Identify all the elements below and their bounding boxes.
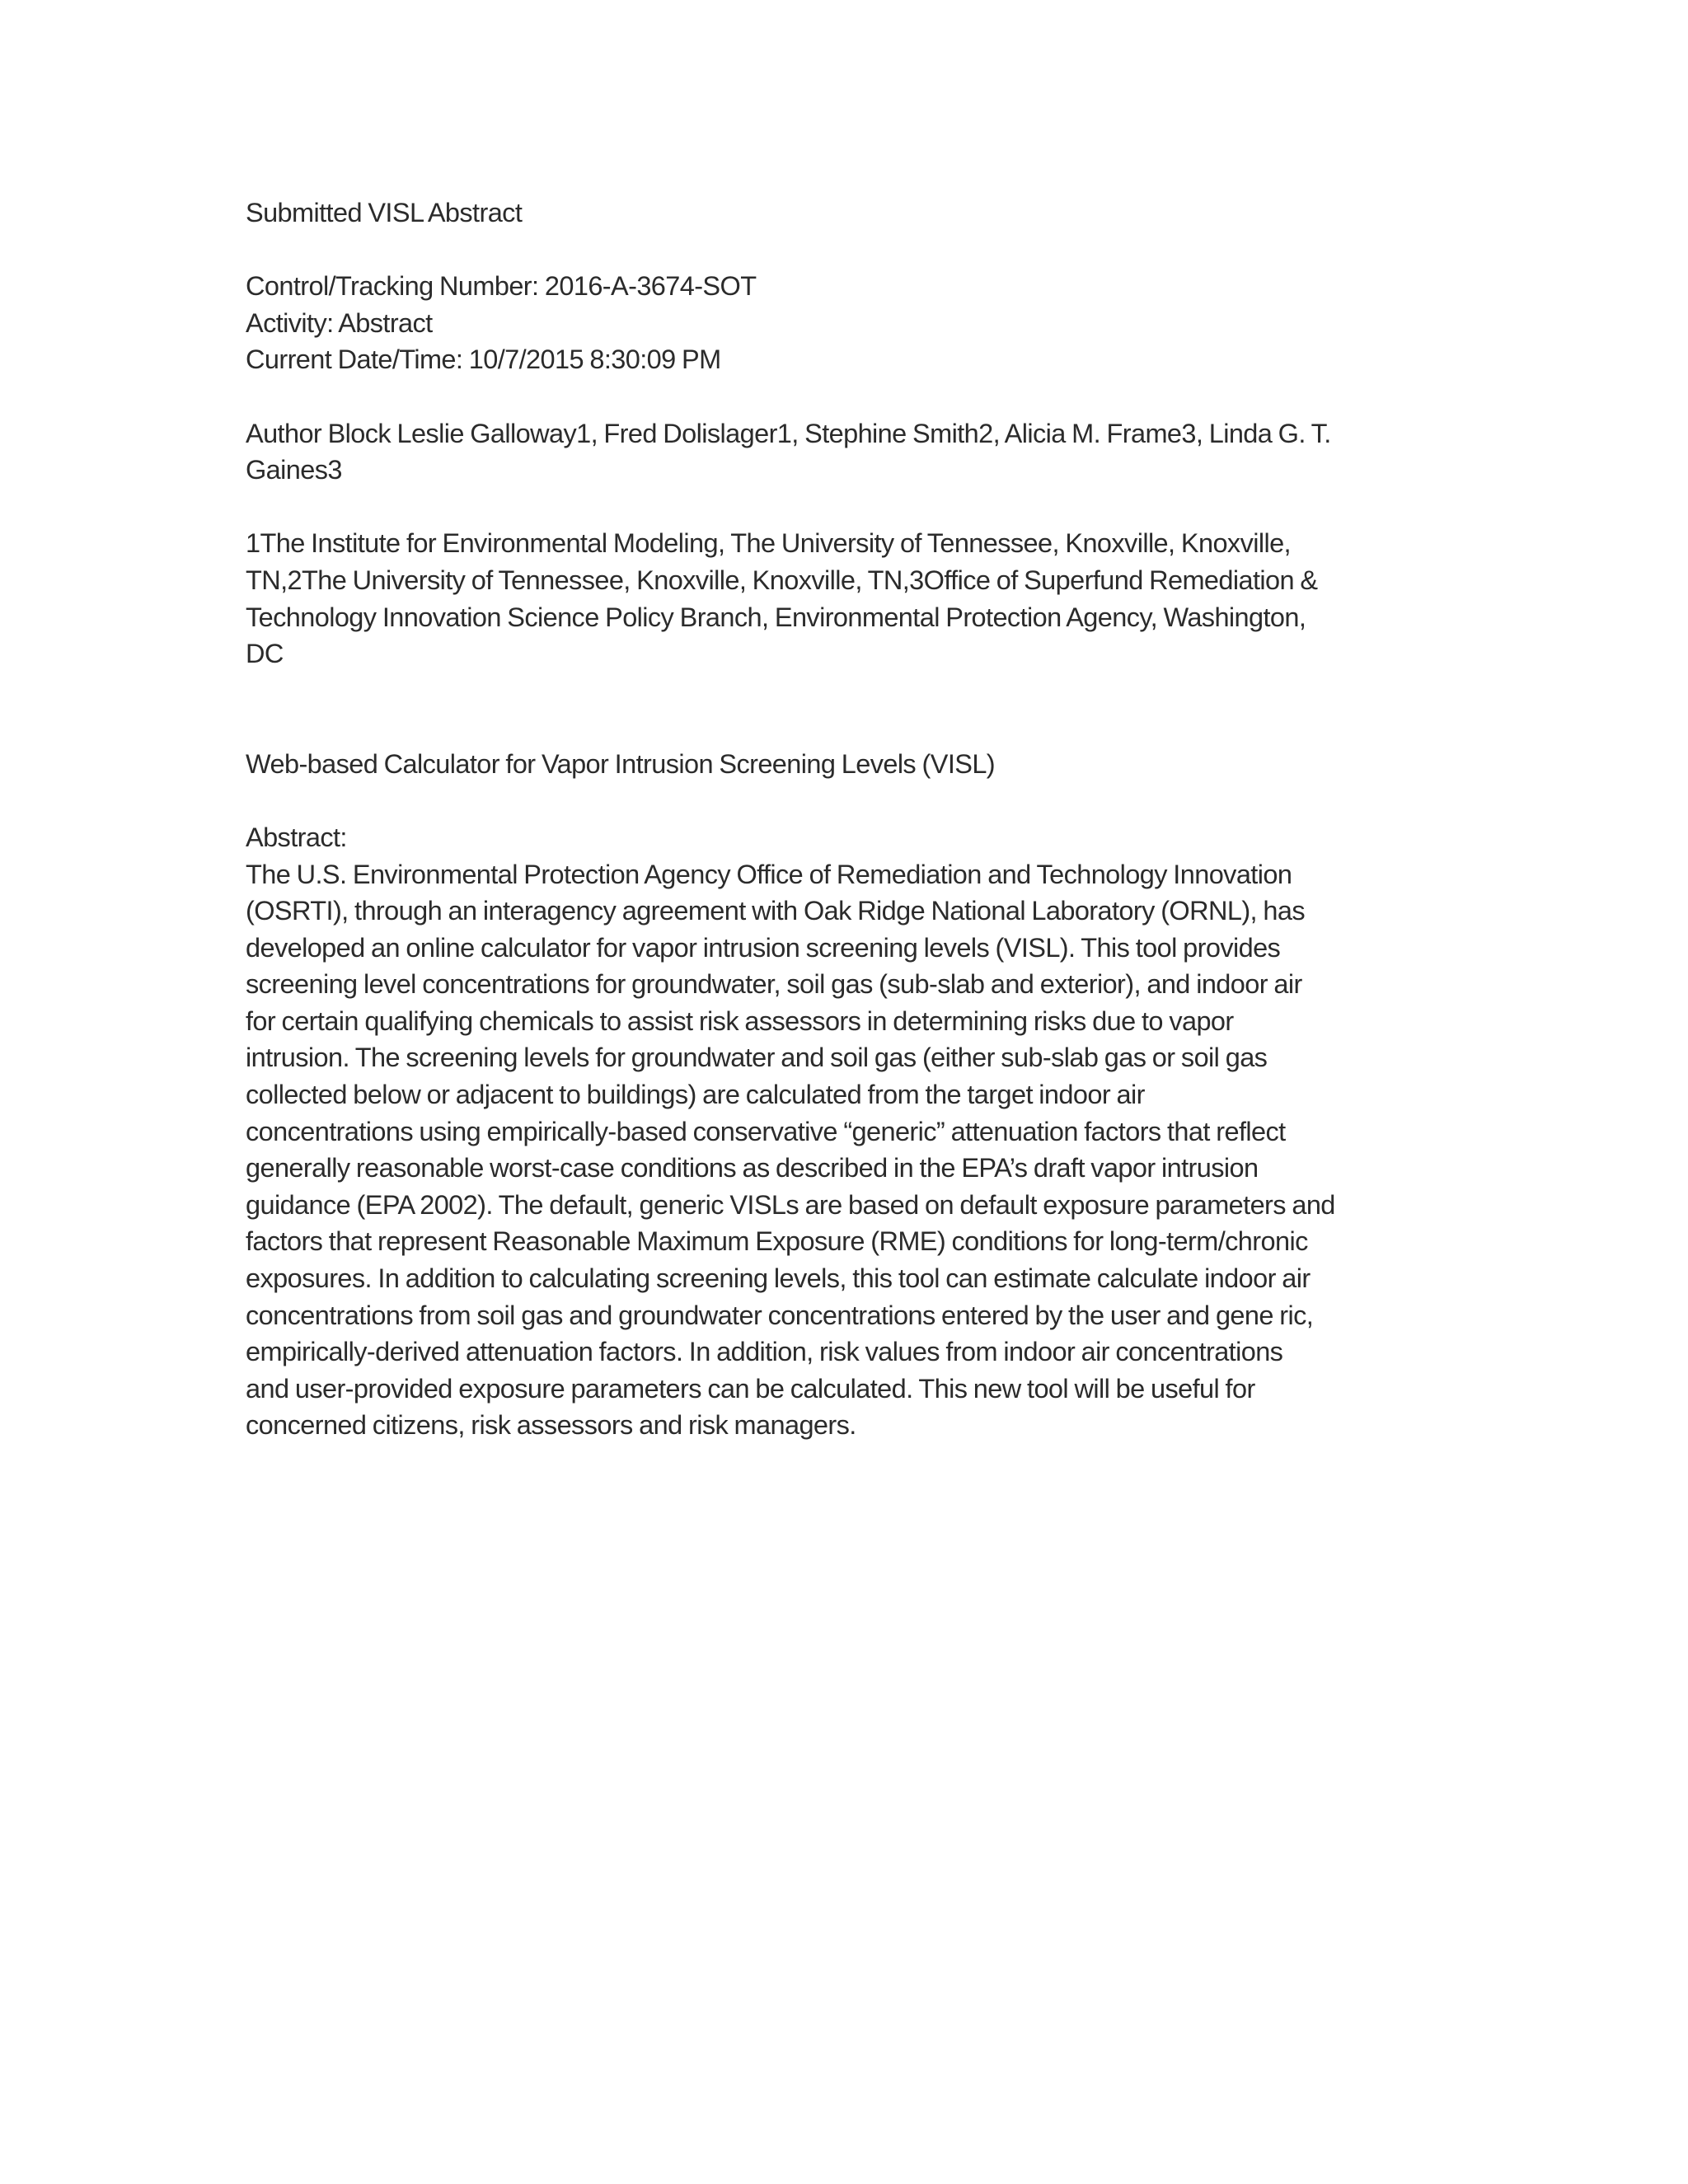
affiliation-block <box>246 525 1441 672</box>
spacer <box>246 378 1441 415</box>
current-datetime: Current Date/Time: 10/7/2015 8:30:09 PM <box>246 344 721 375</box>
abstract-line: concentrations from soil gas and groundwater concentrations entered by the user and gene ric, <box>246 1300 1314 1330</box>
activity-line: Activity: Abstract <box>246 307 433 338</box>
abstract-line: collected below or adjacent to buildings) are calculated from the target indoor air <box>246 1080 1145 1110</box>
abstract-line: factors that represent Reasonable Maximum Exposure (RME) conditions for long-term/chronic <box>246 1226 1308 1257</box>
abstract-line: intrusion. The screening levels for groundwater and soil gas (either sub-slab gas or soil gas <box>246 1043 1268 1073</box>
abstract-line: and user-provided exposure parameters can be calculated. This new tool will be useful for <box>246 1373 1255 1404</box>
abstract-line: guidance (EPA 2002). The default, generic VISLs are based on default exposure parameters and <box>246 1189 1335 1220</box>
author-line: Gaines3 <box>246 455 342 485</box>
abstract-line: empirically-derived attenuation factors. In addition, risk values from indoor air concentrations <box>246 1337 1283 1367</box>
author-block <box>246 415 1441 489</box>
abstract-line: (OSRTI), through an interagency agreement with Oak Ridge National Laboratory (ORNL), has <box>246 896 1305 926</box>
author-line: Author Block Leslie Galloway1, Fred Dolislager1, Stephine Smith2, Alicia M. Frame3, Linda G. T. <box>246 418 1331 448</box>
paper-title: Web-based Calculator for Vapor Intrusion Screening Levels (VISL) <box>246 748 996 779</box>
affiliation-line: Technology Innovation Science Policy Branch, Environmental Protection Agency, Washington, <box>246 602 1306 632</box>
affiliation-line: TN,2The University of Tennessee, Knoxville, Knoxville, TN,3Office of Superfund Remediation & <box>246 565 1318 595</box>
abstract-line: generally reasonable worst-case conditions as described in the EPA’s draft vapor intrusion <box>246 1153 1259 1183</box>
abstract-line: concentrations using empirically-based conservative “generic” attenuation factors that reflect <box>246 1116 1286 1146</box>
abstract-line: developed an online calculator for vapor intrusion screening levels (VISL). This tool provides <box>246 932 1281 963</box>
control-tracking-number: Control/Tracking Number: 2016-A-3674-SOT <box>246 271 757 302</box>
abstract-line: The U.S. Environmental Protection Agency Office of Remediation and Technology Innovation <box>246 859 1292 889</box>
affiliation-line: 1The Institute for Environmental Modeling, The University of Tennessee, Knoxville, Knoxville, <box>246 528 1291 559</box>
abstract-label: Abstract: <box>246 822 347 852</box>
abstract-line: screening level concentrations for groundwater, soil gas (sub-slab and exterior), and indoor air <box>246 969 1302 1000</box>
abstract-line: for certain qualifying chemicals to assist risk assessors in determining risks due to vapor <box>246 1005 1234 1036</box>
document-title: Submitted VISL Abstract <box>246 198 523 227</box>
spacer <box>246 673 1441 746</box>
spacer <box>246 489 1441 526</box>
affiliation-line: DC <box>246 639 284 669</box>
spacer <box>246 232 1441 269</box>
document-body <box>246 194 1441 1444</box>
abstract-line: exposures. In addition to calculating screening levels, this tool can estimate calculate indoor air <box>246 1263 1311 1294</box>
spacer <box>246 782 1441 819</box>
abstract-line: concerned citizens, risk assessors and risk managers. <box>246 1410 856 1441</box>
abstract-text <box>246 856 1441 1445</box>
